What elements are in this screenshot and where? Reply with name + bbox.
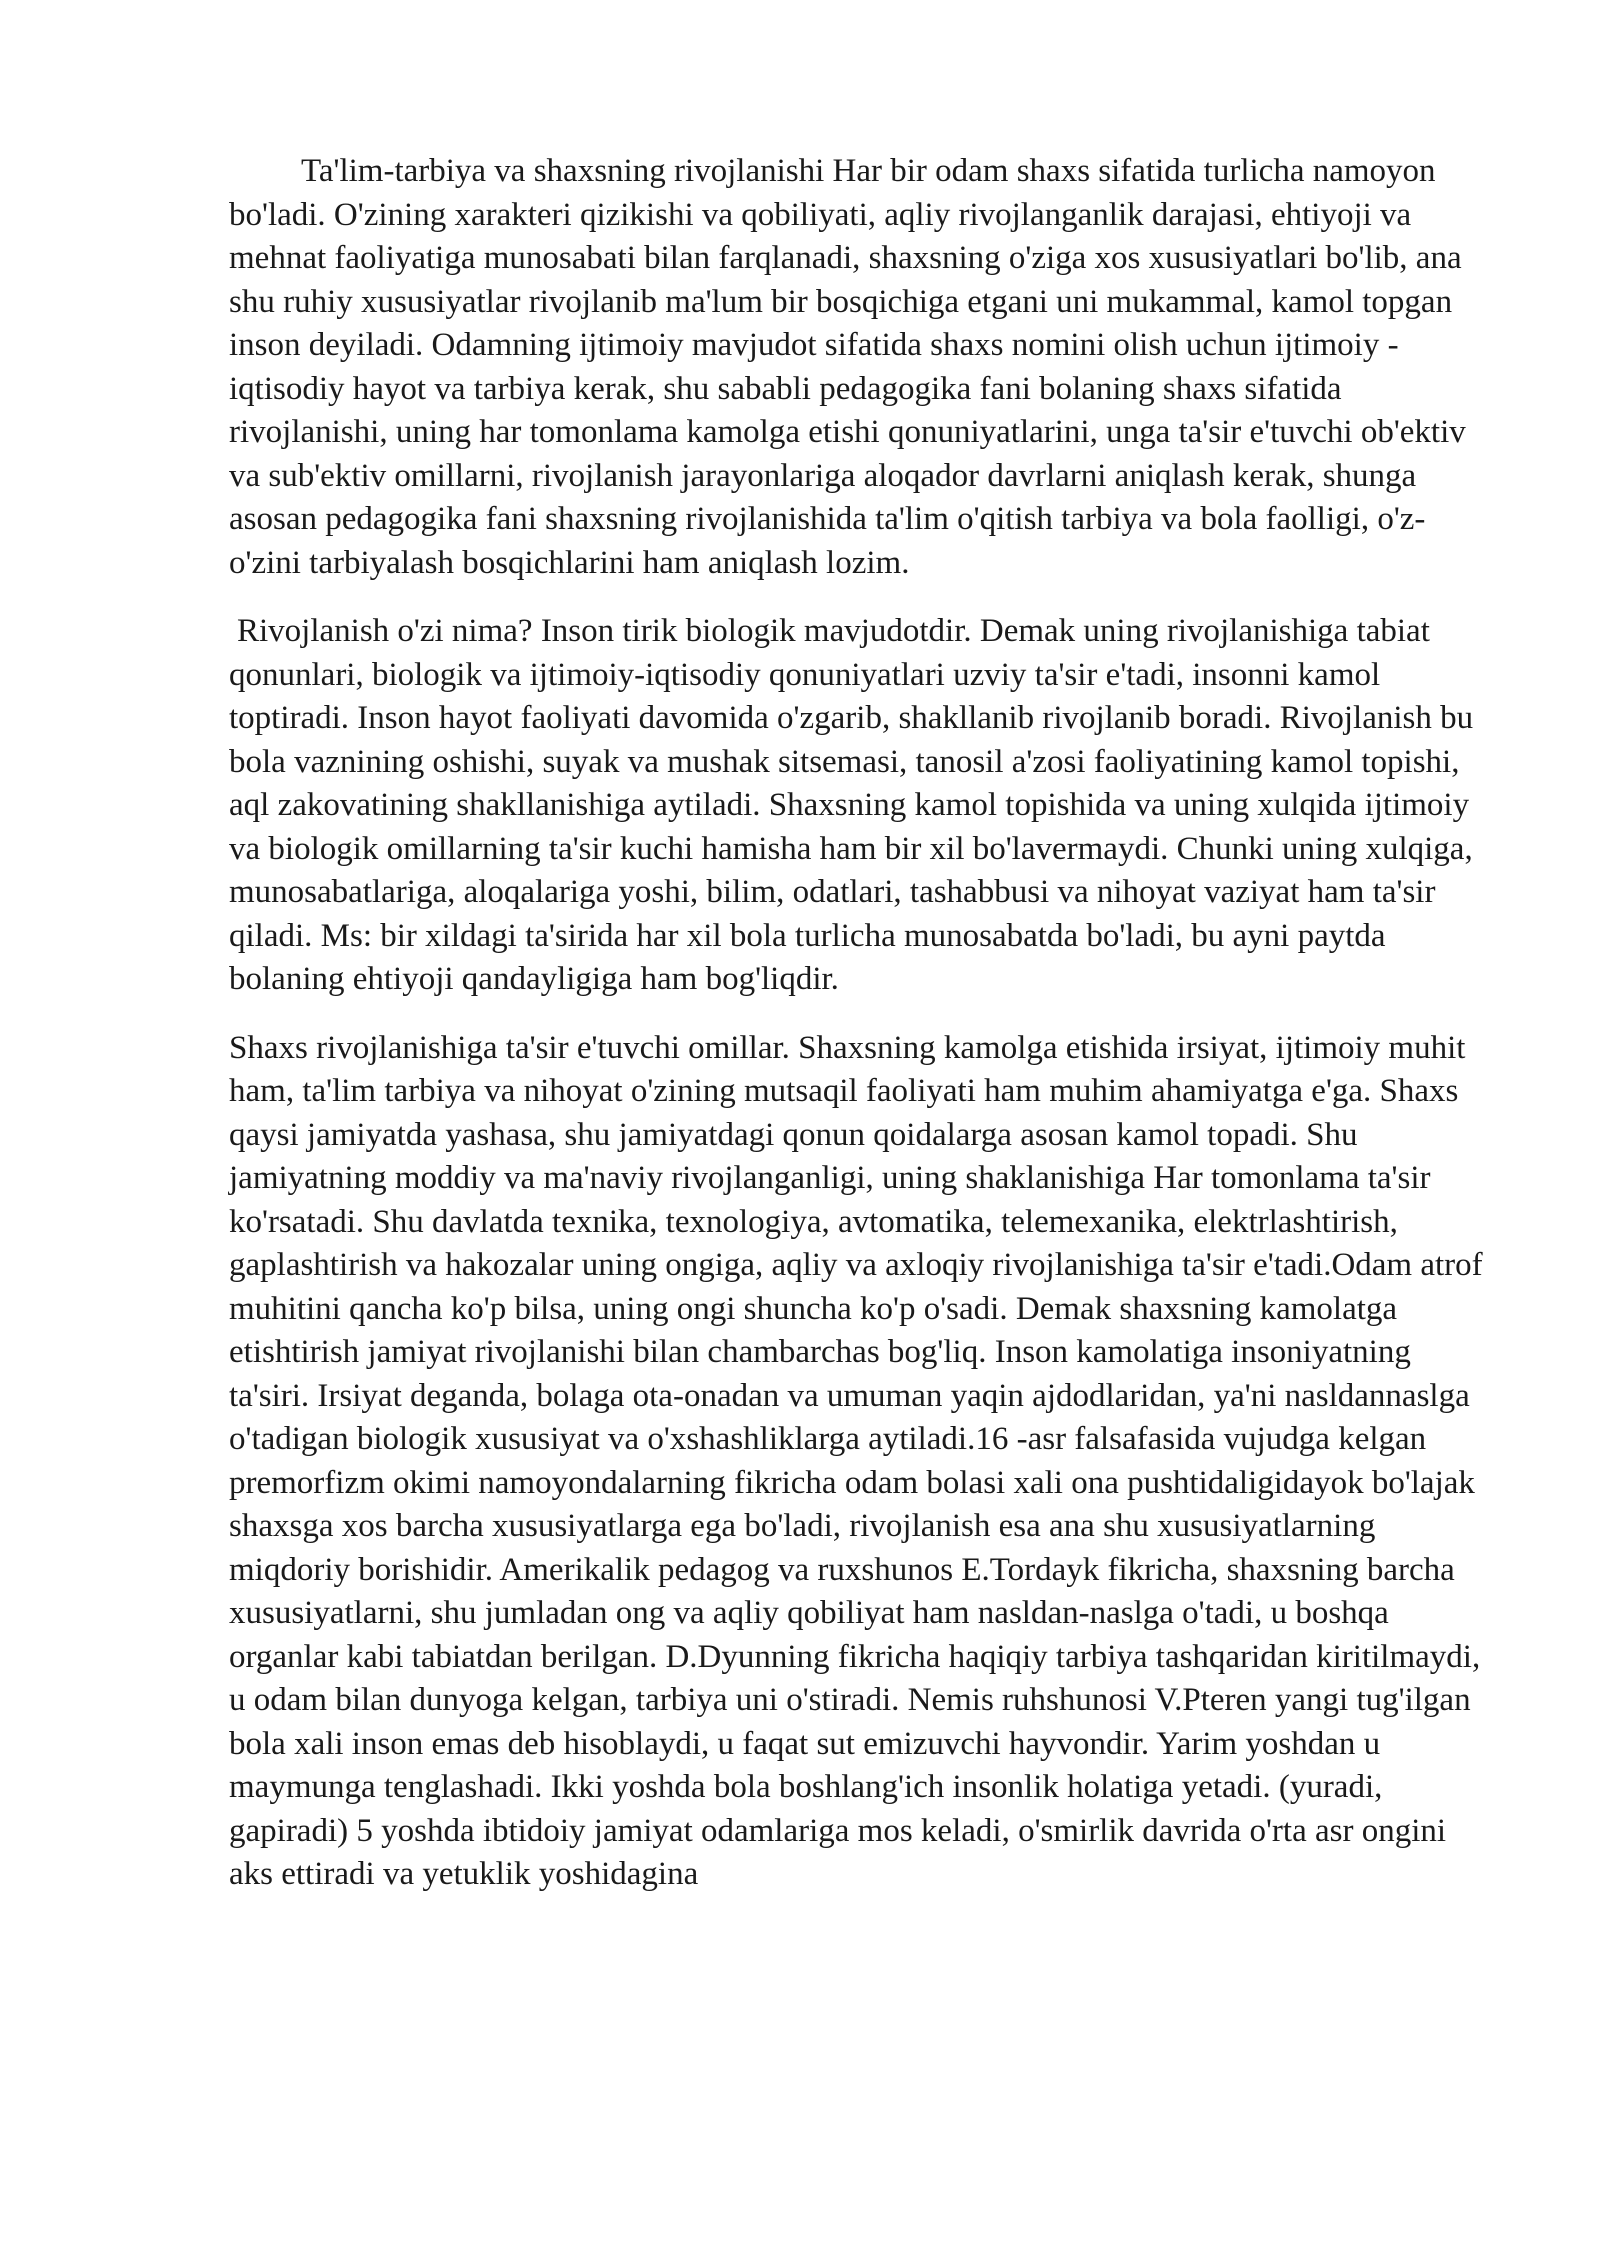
document-page: [229, 150, 1489, 1922]
paragraph-development: Rivojlanish o'zi nima? Inson tirik biologik mavjudotdir. Demak uning rivojlanishiga tabiat qonunlari, biologik va ijtimoiy-iqtisodiy qonuniyatlari uzviy ta'sir e'tadi, insonni kamol toptiradi. Inson hayot faoliyati davomida o'zgarib, shakllanib rivojlanib boradi. Rivojlanish bu bola vaznining oshishi, suyak va mushak sitsemasi, tanosil a'zosi faoliyatining kamol topishi, aql zakovatining shakllanishiga aytiladi. Shaxsning kamol topishida va uning xulqida ijtimoiy va biologik omillarning ta'sir kuchi hamisha ham bir xil bo'lavermaydi. Chunki uning xulqiga, munosabatlariga, aloqalariga yoshi, bilim, odatlari, tashabbusi va nihoyat vaziyat ham ta'sir qiladi. Ms: bir xildagi ta'sirida har xil bola turlicha munosabatda bo'ladi, bu ayni paytda bolaning ehtiyoji qandayligiga ham bog'liqdir.: [229, 613, 1474, 997]
paragraph-factors: Shaxs rivojlanishiga ta'sir e'tuvchi omillar. Shaxsning kamolga etishida irsiyat, ijtimoiy muhit ham, ta'lim tarbiya va nihoyat o'zining mutsaqil faoliyati ham muhim ahamiyatga e'ga. Shaxs qaysi jamiyatda yashasa, shu jamiyatdagi qonun qoidalarga asosan kamol topadi. Shu jamiyatning moddiy va ma'naviy rivojlanganligi, uning shaklanishiga Har tomonlama ta'sir ko'rsatadi. Shu davlatda texnika, texnologiya, avtomatika, telemexanika, elektrlashtirish, gaplashtirish va hakozalar uning ongiga, aqliy va axloqiy rivojlanishiga ta'sir e'tadi.Odam atrof muhitini qancha ko'p bilsa, uning ongi shuncha ko'p o'sadi. Demak shaxsning kamolatga etishtirish jamiyat rivojlanishi bilan chambarchas bog'liq. Inson kamolatiga insoniyatning ta'siri. Irsiyat deganda, bolaga ota-onadan va umuman yaqin ajdodlaridan, ya'ni nasldannaslga o'tadigan biologik xususiyat va o'xshashliklarga aytiladi.16 -asr falsafasida vujudga kelgan premorfizm okimi namoyondalarning fikricha odam bolasi xali ona pushtidaligidayok bo'lajak shaxsga xos barcha xususiyatlarga ega bo'ladi, rivojlanish esa ana shu xususiyatlarning miqdoriy borishidir. Amerikalik pedagog va ruxshunos E.Tordayk fikricha, shaxsning barcha xususiyatlarni, shu jumladan ong va aqliy qobiliyat ham nasldan-naslga o'tadi, u boshqa organlar kabi tabiatdan berilgan. D.Dyunning fikricha haqiqiy tarbiya tashqaridan kiritilmaydi, u odam bilan dunyoga kelgan, tarbiya uni o'stiradi. Nemis ruhshunosi V.Pteren yangi tug'ilgan bola xali inson emas deb hisoblaydi, u faqat sut emizuvchi hayvondir. Yarim yoshdan u maymunga tenglashadi. Ikki yoshda bola boshlang'ich insonlik holatiga yetadi. (yuradi, gapiradi) 5 yoshda ibtidoiy jamiyat odamlariga mos keladi, o'smirlik davrida o'rta asr ongini aks ettiradi va yetuklik yoshidagina: [229, 1029, 1483, 1892]
paragraph-intro: Ta'lim-tarbiya va shaxsning rivojlanishi Har bir odam shaxs sifatida turlicha namoyon bo'ladi. O'zining xarakteri qizikishi va qobiliyati, aqliy rivojlanganlik darajasi, ehtiyoji va mehnat faoliyatiga munosabati bilan farqlanadi, shaxsning o'ziga xos xususiyatlari bo'lib, ana shu ruhiy xususiyatlar rivojlanib ma'lum bir bosqichiga etgani uni mukammal, kamol topgan inson deyiladi. Odamning ijtimoiy mavjudot sifatida shaxs nomini olish uchun ijtimoiy - iqtisodiy hayot va tarbiya kerak, shu sababli pedagogika fani bolaning shaxs sifatida rivojlanishi, uning har tomonlama kamolga etishi qonuniyatlarini, unga ta'sir e'tuvchi ob'ektiv va sub'ektiv omillarni, rivojlanish jarayonlariga aloqador davrlarni aniqlash kerak, shunga asosan pedagogika fani shaxsning rivojlanishida ta'lim o'qitish tarbiya va bola faolligi, o'z-o'zini tarbiyalash bosqichlarini ham aniqlash lozim.: [229, 153, 1466, 581]
